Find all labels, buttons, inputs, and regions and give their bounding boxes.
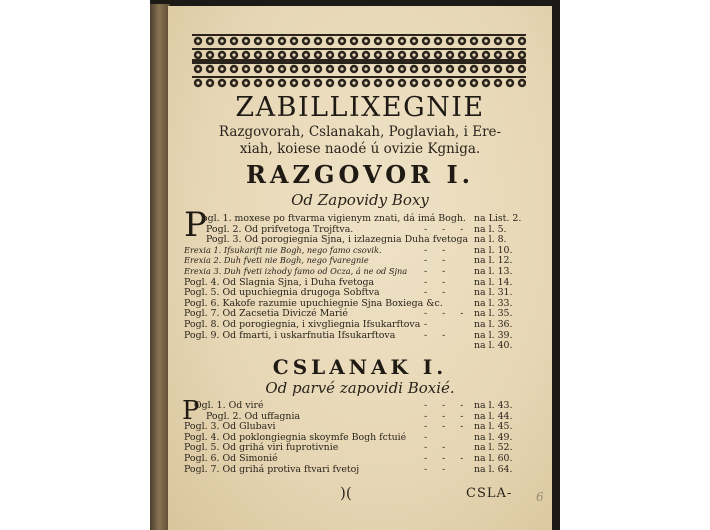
entry-title: Pogl. 8. Od porogiegnia, i xivgliegnia Ifsukarftova (184, 319, 421, 330)
entry-page: na l. 13. (474, 266, 513, 277)
entry-page: na l. 39. (474, 329, 513, 341)
entry-leader: - - (424, 244, 452, 256)
entry-leader: - - - (424, 421, 470, 433)
entry-leader: - - - (424, 308, 470, 320)
entry-title: Pogl. 6. Od Simonié (184, 453, 278, 464)
entry-page: na l. 60. (474, 453, 513, 464)
section-subheading: Od Zapovidy Boxy (291, 191, 429, 209)
entry-page: na l. 14. (474, 276, 513, 288)
entry-leader: - (424, 319, 434, 330)
toc-entry (184, 463, 536, 476)
entry-page: na l. 36. (474, 319, 513, 330)
entry-leader: - - (424, 276, 452, 288)
subtitle-line: xiah, koiese naodé ú ovizie Kgniga. (239, 141, 481, 157)
entry-page: na l. 35. (474, 308, 513, 320)
entry-page: na l. 52. (474, 442, 513, 454)
entry-title: Pogl. 4. Od poklongiegnia skoymfe Bogh fctuié (184, 431, 407, 443)
entry-title: ogl. 1. moxese po ftvarma vigienym znati, dá imá Bogh. (202, 213, 466, 224)
entry-leader: - - (424, 266, 452, 277)
entry-page: na l. 45. (474, 421, 513, 433)
entry-leader: - - - (424, 223, 470, 235)
entry-leader: - - (424, 463, 452, 475)
catchword: CSLA- (466, 486, 513, 501)
entry-title: Pogl. 4. Od Slagnia Sjna, i Duha fvetoga (184, 276, 375, 288)
drop-capital: P (182, 396, 200, 426)
entry-title: Pogl. 3. Od Glubavi (184, 421, 276, 433)
section-heading: CSLANAK I. (272, 355, 448, 379)
entry-page: na l. 44. (474, 410, 513, 422)
entry-leader: - - - (424, 410, 470, 422)
index-title: ZABILLIXEGNIE (235, 92, 485, 123)
entry-leader: - - - (424, 400, 470, 411)
entry-page: na l. 8. (474, 234, 507, 246)
entry-title: Pogl. 7. Od grihá protiva ftvari fvetoj (184, 463, 360, 475)
entry-title: Pogl. 2. Od uffagnia (206, 410, 301, 422)
entry-leader: - - (424, 442, 452, 454)
entry-title: Pogl. 2. Od prifvetoga Trojftva. (206, 223, 354, 235)
entry-page: na List. 2. (474, 213, 522, 224)
entry-page: na l. 12. (474, 255, 513, 267)
entry-page: na l. 40. (474, 340, 513, 352)
book-page (168, 6, 552, 530)
entry-leader: - - (424, 329, 452, 341)
entry-title: Pogl. 5. Od upuchiegnia drugoga Sobftva (184, 287, 380, 299)
entry-leader: - - (424, 287, 452, 299)
entry-title: Ogl. 1. Od viré (194, 400, 264, 411)
toc-entry (184, 339, 536, 352)
entry-title: Pogl. 5. Od grihá viri fuprotivnie (184, 442, 339, 454)
pencil-page-number: 6 (536, 490, 544, 504)
entry-title: Pogl. 3. Od porogiegnia Sjna, i izlazegnia Duha fvetoga (206, 234, 469, 246)
drop-capital: P (184, 205, 207, 245)
entry-page: na l. 49. (474, 431, 513, 443)
entry-leader: - - - (424, 453, 470, 464)
entry-title: Pogl. 6. Kakofe razumie upuchiegnie Sjna Boxiega &c. (184, 297, 443, 309)
entry-page: na l. 33. (474, 297, 513, 309)
entry-leader: - - (424, 255, 452, 267)
subtitle-line: Razgovorah, Cslanakah, Poglaviah, i Ere- (218, 124, 502, 140)
entry-title: Erexia 3. Duh fveti izhody famo od Ocza, á ne od Sjna (184, 266, 408, 276)
book-binding (150, 4, 170, 530)
footer-ornament: )( (340, 484, 352, 502)
entry-leader: - (424, 431, 434, 443)
entry-page: na l. 43. (474, 400, 513, 411)
entry-title: Pogl. 9. Od fmarti, i uskarfnutia Ifsukarftova (184, 329, 396, 341)
index-subtitle (168, 124, 552, 158)
entry-page: na l. 5. (474, 223, 507, 235)
entry-title: Erexia 2. Duh fveti nie Bogh, nego fvaregnie (184, 255, 369, 266)
entry-page: na l. 10. (474, 244, 513, 256)
section-subheading: Od parvé zapovidi Boxié. (265, 379, 455, 397)
entry-title: Erexia 1. Ifsukarift nie Bogh, nego famo csovik. (184, 244, 382, 255)
ornament-band (192, 34, 526, 88)
entry-page: na l. 31. (474, 287, 513, 299)
entry-title: Pogl. 7. Od Zacsetia Diviczé Marié (184, 308, 348, 320)
section-heading: RAZGOVOR I. (245, 160, 475, 189)
entry-page: na l. 64. (474, 463, 513, 475)
